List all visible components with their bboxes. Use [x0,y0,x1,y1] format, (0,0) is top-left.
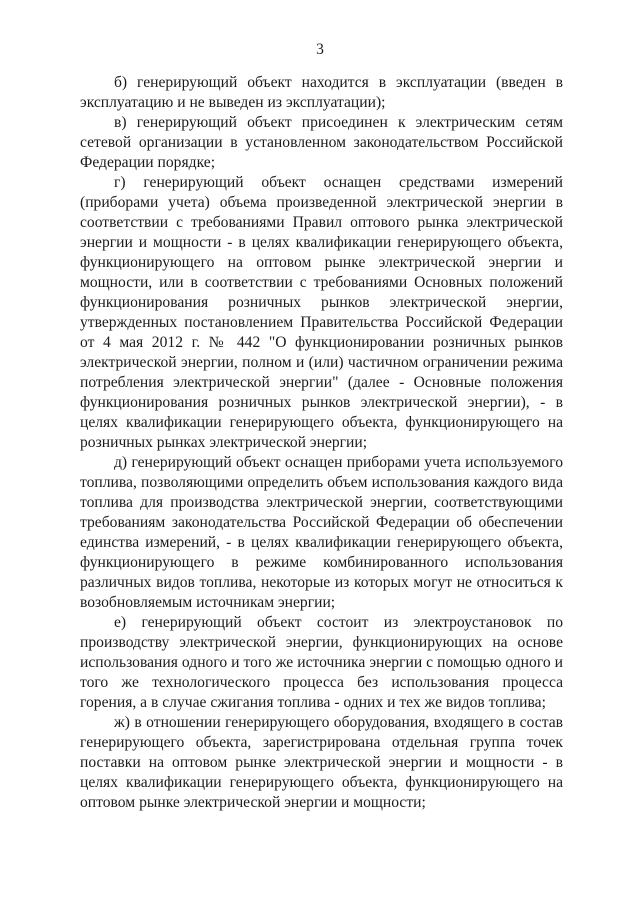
document-body [80,73,563,813]
paragraph-zh: ж) в отношении генерирующего оборудования, входящего в состав генерирующего объекта, зарегистрирована отдельная группа точек поставки на оптовом рынке электрической энергии и мощности - в целях квалификации генерирующего объекта, функционирующего на оптовом рынке электрической энергии и мощности; [80,714,563,811]
paragraph-e: е) генерирующий объект состоит из электроустановок по производству электрической энергии, функционирующих на основе использования одного и того же источника энергии с помощью одного и того же технологического процесса без использования процесса горения, а в случае сжигания топлива - одних и тех же видов топлива; [80,614,563,711]
paragraph-d: д) генерирующий объект оснащен приборами учета используемого топлива, позволяющими определить объем использования каждого вида топлива для производства электрической энергии, соответствующими требованиям законодательства Российской Федерации об обеспечении единства измерений, - в целях квалификации генерирующего объекта, функционирующего в режиме комбинированного использования различных видов топлива, некоторые из которых могут не относиться к возобновляемым источникам энергии; [80,454,563,611]
page-number: 3 [316,41,324,58]
paragraph-v: в) генерирующий объект присоединен к электрическим сетям сетевой организации в установленном законодательством Российской Федерации порядке; [80,114,563,171]
paragraph-b: б) генерирующий объект находится в эксплуатации (введен в эксплуатацию и не выведен из эксплуатации); [80,74,563,111]
paragraph-g: г) генерирующий объект оснащен средствами измерений (приборами учета) объема произведенной электрической энергии в соответствии с требованиями Правил оптового рынка электрической энергии и мощности - в целях квалификации генерирующего объекта, функционирующего на оптовом рынке электрической энергии и мощности, или в соответствии с требованиями Основных положений функционирования розничных рынков электрической энергии, утвержденных постановлением Правительства Российской Федерации от 4 мая 2012 г. № 442 "О функционировании розничных рынков электрической энергии, полном и (или) частичном ограничении режима потребления электрической энергии" (далее - Основные положения функционирования розничных рынков электрической энергии), - в целях квалификации генерирующего объекта, функционирующего на розничных рынках электрической энергии; [80,174,563,451]
